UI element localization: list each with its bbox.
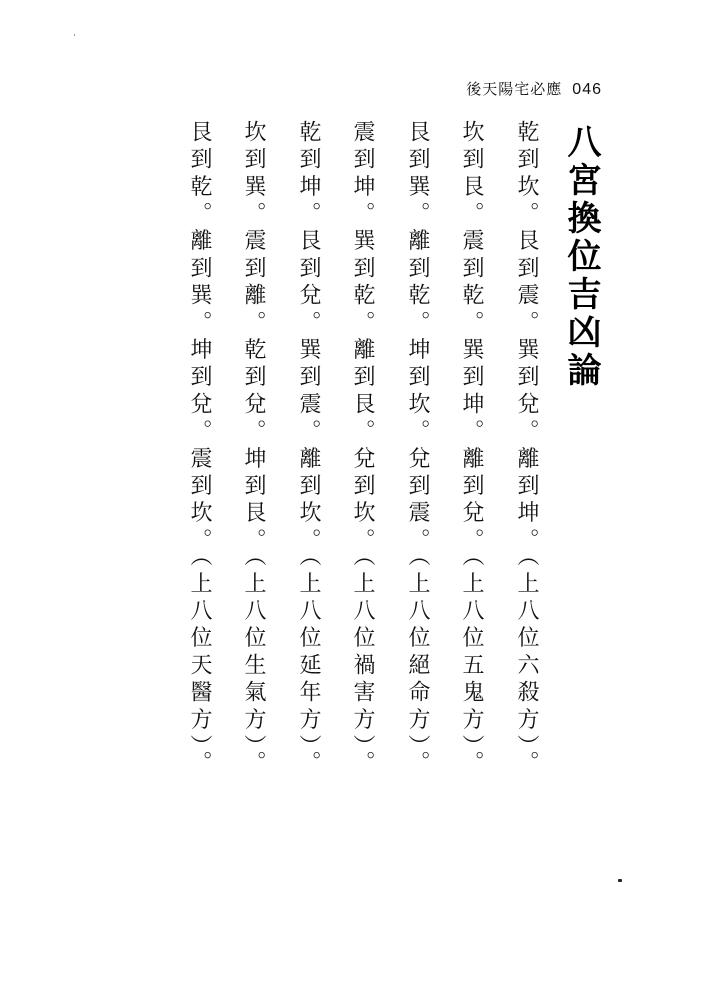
text-column-2: 坎到艮。震到乾。巽到坤。離到兌。（上八位五鬼方）。 [459,120,484,778]
text-column-1: 乾到坎。艮到震。巽到兌。離到坤。（上八位六殺方）。 [514,120,539,778]
text-column-4: 震到坤。巽到乾。離到艮。兌到坎。（上八位禍害方）。 [350,120,375,778]
book-title: 後天陽宅必應 [466,80,563,98]
section-title: 八宮換位吉凶論 [561,124,601,390]
text-column-5: 乾到坤。艮到兌。巽到震。離到坎。（上八位延年方）。 [296,120,321,778]
ink-speck [618,879,622,882]
scan-artifact [74,34,75,36]
text-column-3: 艮到巽。離到乾。坤到坎。兌到震。（上八位絕命方）。 [405,120,430,778]
text-column-7: 艮到乾。離到巽。坤到兌。震到坎。（上八位天醫方）。 [187,120,212,778]
text-column-6: 坎到巽。震到離。乾到兌。坤到艮。（上八位生氣方）。 [241,120,266,778]
running-header [466,78,602,99]
page-number: 046 [572,81,602,98]
